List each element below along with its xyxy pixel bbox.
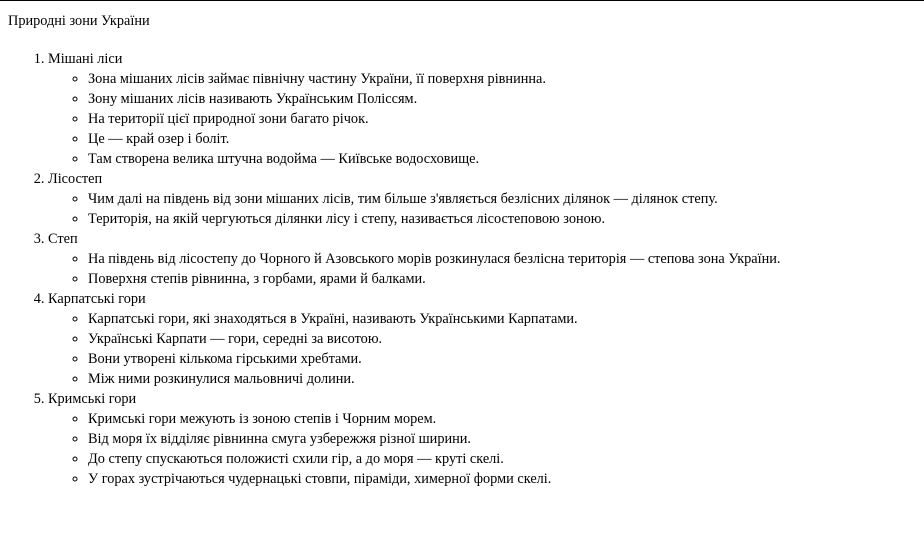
zone-item-mixed-forests (48, 49, 924, 169)
fact-text: Між ними розкинулися мальовничі долини. (88, 371, 355, 387)
fact-item (88, 429, 924, 449)
fact-item (88, 329, 924, 349)
fact-text: У горах зустрічаються чудернацькі стовпи, піраміди, химерної форми скелі. (88, 471, 552, 487)
fact-item (88, 249, 924, 269)
fact-text: Поверхня степів рівнинна, з горбами, ярами й балками. (88, 271, 426, 287)
fact-item (88, 149, 924, 169)
zones-list (8, 49, 924, 489)
zone-item-steppe (48, 229, 924, 289)
fact-text: Чим далі на південь від зони мішаних лісів, тим більше з'являється безлісних ділянок — ділянок степу. (88, 191, 718, 207)
fact-item (88, 309, 924, 329)
fact-item (88, 189, 924, 209)
facts-list (48, 69, 924, 169)
zone-name: Лісостеп (48, 171, 103, 187)
fact-item (88, 209, 924, 229)
fact-text: Карпатські гори, які знаходяться в Україні, називають Українськими Карпатами. (88, 311, 578, 327)
zone-item-crimean-mountains (48, 389, 924, 489)
fact-item (88, 269, 924, 289)
fact-text: Це — край озер і боліт. (88, 131, 230, 147)
fact-text: Там створена велика штучна водойма — Київське водосховище. (88, 151, 480, 167)
fact-item (88, 409, 924, 429)
fact-text: На території цієї природної зони багато річок. (88, 111, 369, 127)
facts-list (48, 309, 924, 389)
fact-text: Зона мішаних лісів займає північну частину України, її поверхня рівнинна. (88, 71, 546, 87)
fact-item (88, 129, 924, 149)
fact-item (88, 449, 924, 469)
zone-name: Степ (48, 231, 78, 247)
document-page (0, 1, 924, 489)
fact-text: Зону мішаних лісів називають Українським Поліссям. (88, 91, 418, 107)
fact-text: Українські Карпати — гори, середні за висотою. (88, 331, 383, 347)
zone-name: Мішані ліси (48, 51, 123, 67)
fact-text: Територія, на якій чергуються ділянки лісу і степу, називається лісостеповою зоною. (88, 211, 606, 227)
fact-text: Вони утворені кількома гірськими хребтами. (88, 351, 362, 367)
fact-text: Кримські гори межують із зоною степів і Чорним морем. (88, 411, 437, 427)
fact-item (88, 89, 924, 109)
zone-item-carpathians (48, 289, 924, 389)
fact-item (88, 369, 924, 389)
fact-item (88, 69, 924, 89)
fact-item (88, 349, 924, 369)
fact-text: До степу спускаються положисті схили гір, а до моря — круті скелі. (88, 451, 504, 467)
zone-name: Карпатські гори (48, 291, 146, 307)
zone-name: Кримські гори (48, 391, 137, 407)
facts-list (48, 189, 924, 229)
zone-item-forest-steppe (48, 169, 924, 229)
facts-list (48, 409, 924, 489)
fact-item (88, 469, 924, 489)
fact-text: На південь від лісостепу до Чорного й Азовського морів розкинулася безлісна територія — степова зона України. (88, 251, 781, 267)
fact-item (88, 109, 924, 129)
page-title: Природні зони України (8, 13, 150, 29)
fact-text: Від моря їх відділяє рівнинна смуга узбережжя різної ширини. (88, 431, 472, 447)
facts-list (48, 249, 924, 289)
